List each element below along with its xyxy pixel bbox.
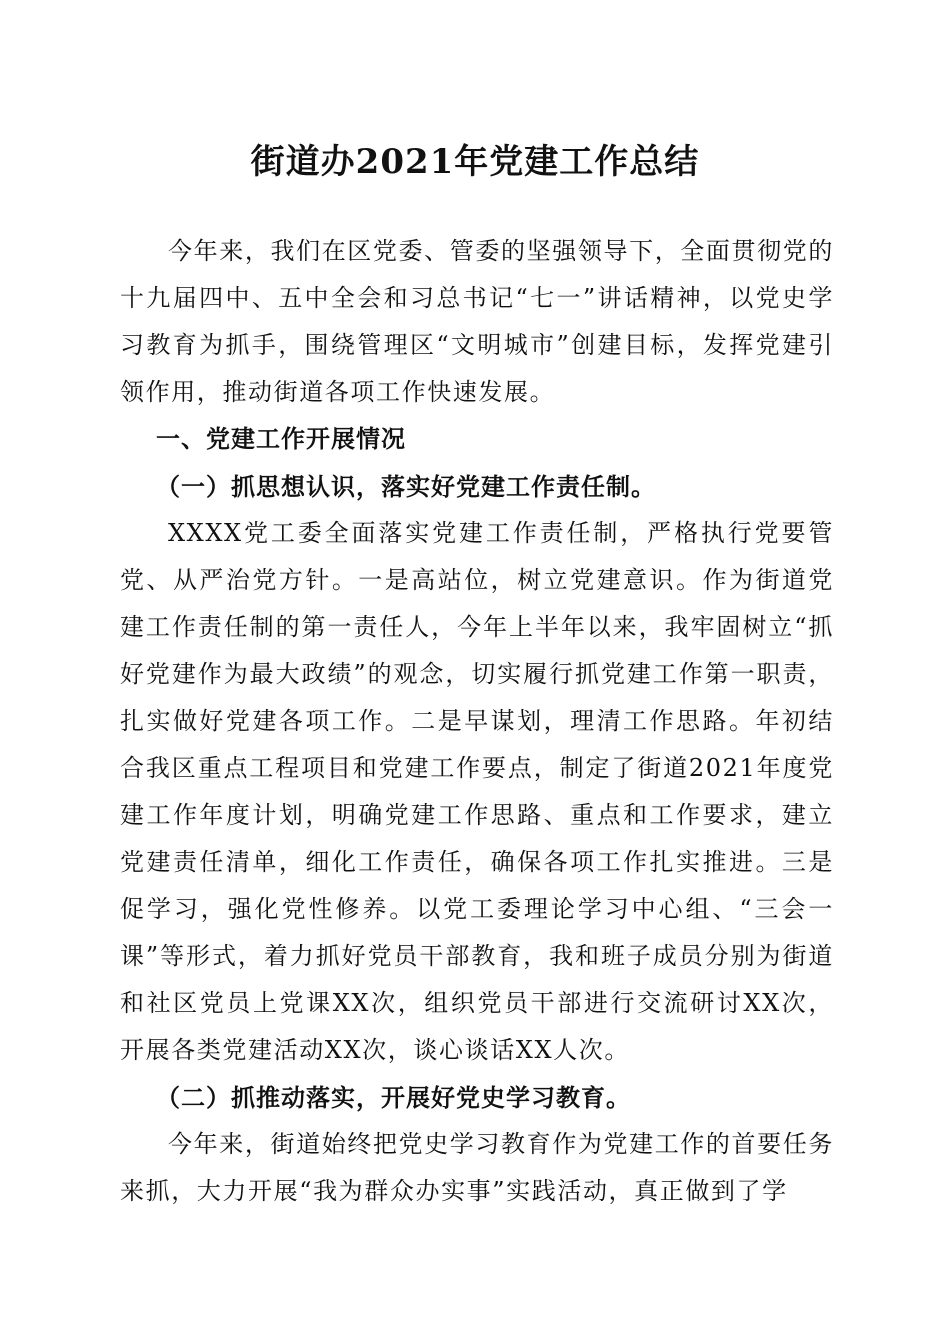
subsection-heading-2: （二）抓推动落实，开展好党史学习教育。 — [156, 1083, 631, 1112]
document-body — [120, 228, 834, 1215]
body-paragraph-2: 今年来，街道始终把党史学习教育作为党建工作的首要任务来抓，大力开展“我为群众办实事”实践活动，真正做到了学 — [120, 1130, 834, 1205]
document-title: 街道办2021年党建工作总结 — [250, 142, 700, 182]
subsection-heading-1: （一）抓思想认识，落实好党建工作责任制。 — [156, 472, 656, 501]
body-paragraph-1: XXXX党工委全面落实党建工作责任制，严格执行党要管党、从严治党方针。一是高站位，树立党建意识。作为街道党建工作责任制的第一责任人，今年上半年以来，我牢固树立“抓好党建作为最大政绩”的观念，切实履行抓党建工作第一职责，扎实做好党建各项工作。二是早谋划，理清工作思路。年初结合我区重点工程项目和党建工作要点，制定了街道2021年度党建工作年度计划，明确党建工作思路、重点和工作要求，建立党建责任清单，细化工作责任，确保各项工作扎实推进。三是促学习，强化党性修养。以党工委理论学习中心组、“三会一课”等形式，着力抓好党员干部教育，我和班子成员分别为街道和社区党员上党课XX次，组织党员干部进行交流研讨XX次，开展各类党建活动XX次，谈心谈话XX人次。 — [120, 519, 834, 1064]
intro-paragraph: 今年来，我们在区党委、管委的坚强领导下，全面贯彻党的十九届四中、五中全会和习总书记“七一”讲话精神，以党史学习教育为抓手，围绕管理区“文明城市”创建目标，发挥党建引领作用，推动街道各项工作快速发展。 — [120, 237, 834, 406]
section-heading-1: 一、党建工作开展情况 — [156, 425, 406, 453]
